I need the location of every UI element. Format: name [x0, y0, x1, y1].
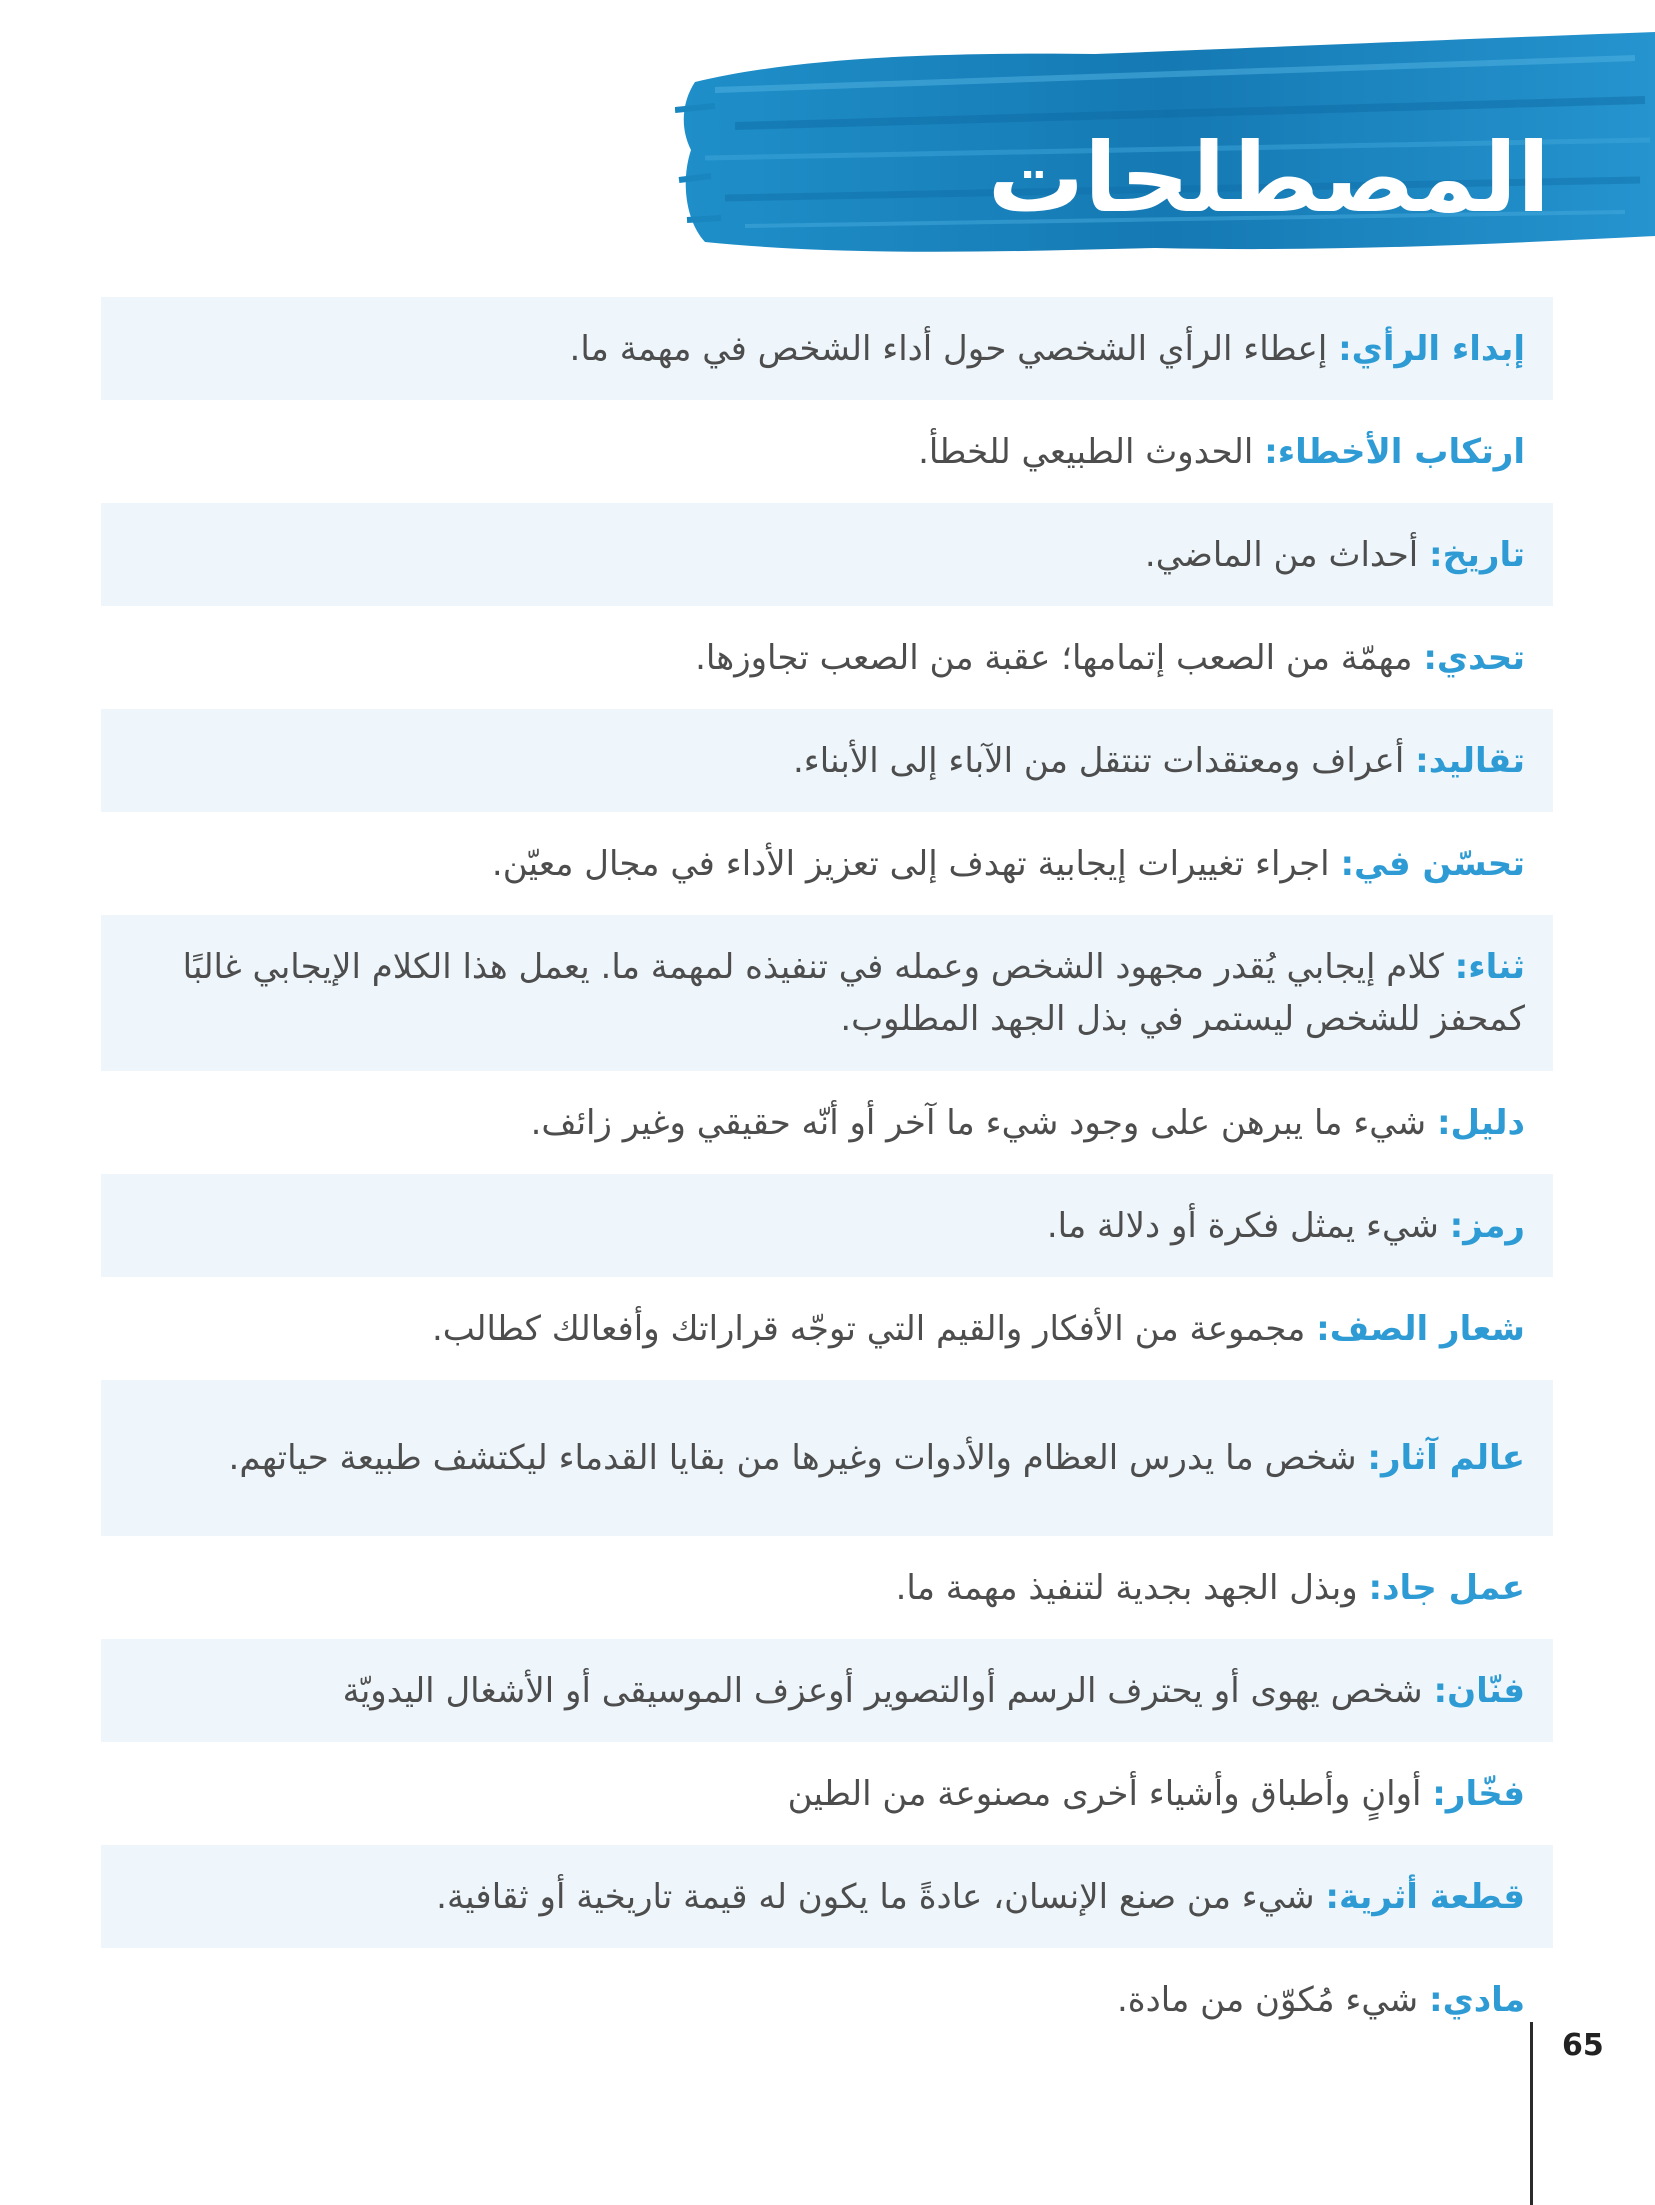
- glossary-entry: [101, 1174, 1553, 1277]
- glossary-term: تحدي:: [1423, 637, 1525, 678]
- glossary-entry: [101, 1845, 1553, 1948]
- glossary-definition: اجراء تغييرات إيجابية تهدف إلى تعزيز الأداء في مجال معيّن.: [491, 843, 1341, 884]
- glossary-term: قطعة أثرية:: [1325, 1876, 1525, 1917]
- glossary-entry: [101, 812, 1553, 915]
- glossary-definition: شيء مُكوّن من مادة.: [1116, 1979, 1429, 2020]
- glossary-entry: [101, 297, 1553, 400]
- glossary-term: تقاليد:: [1415, 740, 1525, 781]
- glossary-definition: شيء من صنع الإنسان، عادةً ما يكون له قيمة تاريخية أو ثقافية.: [436, 1876, 1326, 1917]
- glossary-definition: شيء يمثل فكرة أو دلالة ما.: [1046, 1205, 1450, 1246]
- glossary-term: ارتكاب الأخطاء:: [1264, 431, 1525, 472]
- glossary-entry: [101, 915, 1553, 1071]
- glossary-entry: [101, 1948, 1553, 2051]
- glossary-term: شعار الصف:: [1316, 1308, 1525, 1349]
- glossary-entry-text: [788, 1768, 1525, 1820]
- glossary-definition: مجموعة من الأفكار والقيم التي توجّه قراراتك وأفعالك كطالب.: [431, 1308, 1317, 1349]
- glossary-entry-text: [793, 735, 1525, 787]
- glossary-definition: شخص يهوى أو يحترف الرسم أوالتصوير أوعزف الموسيقى أو الأشغال اليدويّة: [342, 1670, 1434, 1711]
- glossary-term: دليل:: [1436, 1102, 1525, 1143]
- glossary-entry-text: [1145, 529, 1525, 581]
- glossary-term: فخّار:: [1432, 1773, 1525, 1814]
- glossary-entry-text: [896, 1562, 1525, 1614]
- glossary-definition: إعطاء الرأي الشخصي حول أداء الشخص في مهمة ما.: [569, 328, 1339, 369]
- glossary-term: ثناء:: [1454, 947, 1525, 987]
- glossary-entry: [101, 1536, 1553, 1639]
- glossary-entry-text: [918, 426, 1525, 478]
- glossary-definition: أعراف ومعتقدات تنتقل من الآباء إلى الأبناء.: [792, 740, 1416, 781]
- glossary-entry: [101, 1071, 1553, 1174]
- page-number: 65: [1562, 2028, 1604, 2063]
- title-banner: [675, 30, 1655, 270]
- glossary-term: عالم آثار:: [1367, 1438, 1525, 1478]
- glossary-term: رمز:: [1449, 1205, 1525, 1246]
- glossary-entry: [101, 400, 1553, 503]
- glossary-term: إبداء الرأي:: [1338, 328, 1525, 369]
- glossary-entry: [101, 1639, 1553, 1742]
- glossary-definition: الحدوث الطبيعي للخطأ.: [918, 431, 1265, 472]
- glossary-definition: كلام إيجابي يُقدر مجهود الشخص وعمله في تنفيذه لمهمة ما. يعمل هذا الكلام الإيجابي غالبًا كمحفز للشخص ليستمر في بذل الجهد المطلوب.: [182, 947, 1525, 1039]
- glossary-definition: شيء ما يبرهن على وجود شيء ما آخر أو أنّه حقيقي وغير زائف.: [530, 1102, 1437, 1143]
- glossary-entry-text: [531, 1097, 1525, 1149]
- glossary-entry: [101, 1742, 1553, 1845]
- glossary-term: تحسّن في:: [1340, 843, 1525, 884]
- page-title: المصطلحات: [987, 122, 1550, 234]
- page-number-divider: [1530, 2022, 1533, 2205]
- glossary-term: مادي:: [1428, 1979, 1525, 2020]
- glossary-entry-text: [1047, 1200, 1525, 1252]
- glossary-term: عمل جاد:: [1368, 1567, 1525, 1608]
- glossary-entry: [101, 1277, 1553, 1380]
- glossary-entry: [101, 503, 1553, 606]
- glossary-entry: [101, 606, 1553, 709]
- glossary-entry-text: [695, 632, 1525, 684]
- glossary-entry-text: [343, 1665, 1525, 1717]
- glossary-definition: شخص ما يدرس العظام والأدوات وغيرها من بقايا القدماء ليكتشف طبيعة حياتهم.: [228, 1438, 1368, 1478]
- glossary-definition: مهمّة من الصعب إتمامها؛ عقبة من الصعب تجاوزها.: [695, 637, 1424, 678]
- glossary-definition: أوانٍ وأطباق وأشياء أخرى مصنوعة من الطين: [787, 1773, 1433, 1814]
- glossary-entry-text: [436, 1871, 1525, 1923]
- glossary-entry: [101, 1380, 1553, 1536]
- glossary-entry-text: [161, 941, 1525, 1045]
- glossary-entry-text: [570, 323, 1525, 375]
- glossary-entry-text: [492, 838, 1525, 890]
- glossary-entry-text: [432, 1303, 1525, 1355]
- glossary-term: فنّان:: [1433, 1670, 1525, 1711]
- glossary-entry: [101, 709, 1553, 812]
- glossary-definition: وبذل الجهد بجدية لتنفيذ مهمة ما.: [895, 1567, 1369, 1608]
- glossary-entry-text: [1117, 1974, 1525, 2026]
- glossary-definition: أحداث من الماضي.: [1144, 534, 1430, 575]
- glossary-list: [101, 297, 1553, 2051]
- glossary-entry-text: [229, 1432, 1525, 1484]
- glossary-term: تاريخ:: [1429, 534, 1525, 575]
